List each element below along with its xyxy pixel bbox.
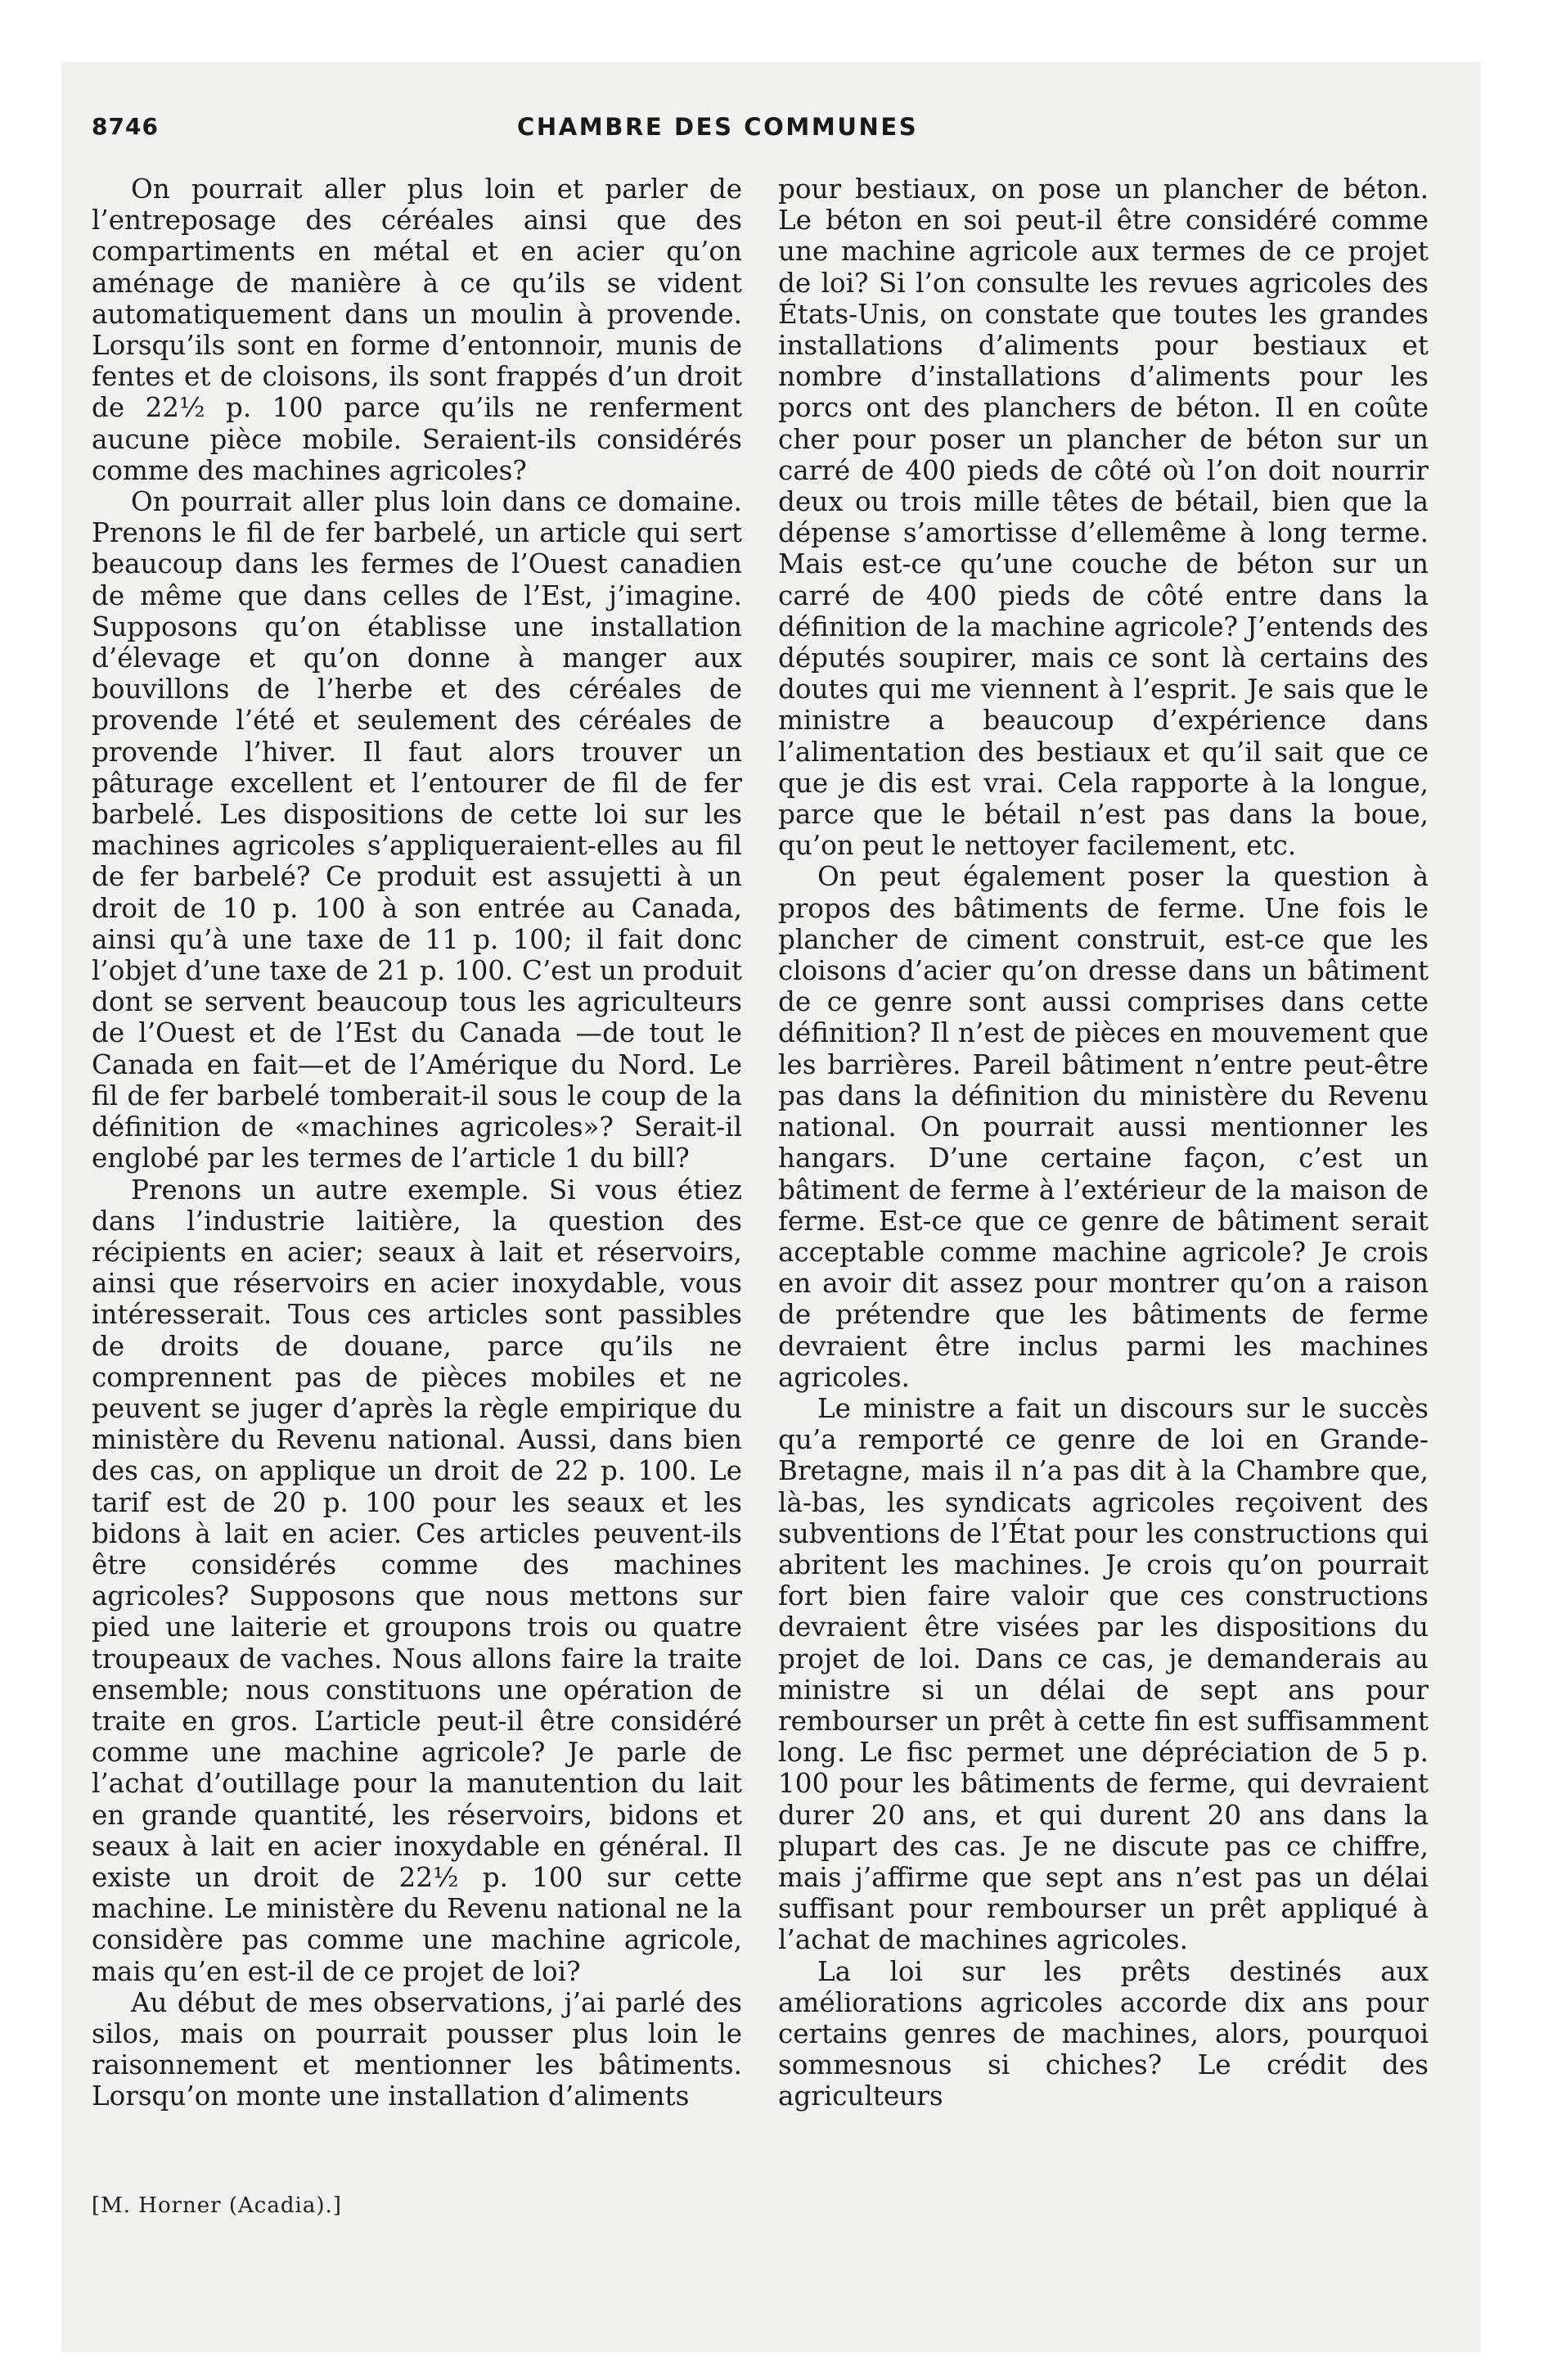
- left-column: [92, 174, 742, 2112]
- paragraph: Le ministre a fait un discours sur le succès qu’a remporté ce genre de loi en Grande-Bretagne, mais il n’a pas dit à la Chambre que, là-bas, les syndicats agricoles reçoivent des subventions de l’État pour les constructions qui abritent les machines. Je crois qu’on pourrait fort bien faire valoir que ces constructions devraient être visées par les dispositions du projet de loi. Dans ce cas, je demanderais au ministre si un délai de sept ans pour rembourser un prêt à cette fin est suffisamment long. Le fisc permet une dépréciation de 5 p. 100 pour les bâtiments de ferme, qui devraient durer 20 ans, et qui durent 20 ans dans la plupart des cas. Je ne discute pas ce chiffre, mais j’affirme que sept ans n’est pas un délai suffisant pour rembourser un prêt appliqué à l’achat de machines agricoles.: [778, 1392, 1429, 1956]
- paragraph: On pourrait aller plus loin dans ce domaine. Prenons le fil de fer barbelé, un article qui sert beaucoup dans les fermes de l’Ouest canadien de même que dans celles de l’Est, j’imagine. Supposons qu’on établisse une installation d’élevage et qu’on donne à manger aux bouvillons de l’herbe et des céréales de provende l’été et seulement des céréales de provende l’hiver. Il faut alors trouver un pâturage excellent et l’entourer de fil de fer barbelé. Les dispositions de cette loi sur les machines agricoles s’appliqueraient-elles au fil de fer barbelé? Ce produit est assujetti à un droit de 10 p. 100 à son entrée au Canada, ainsi qu’à une taxe de 11 p. 100; il fait donc l’objet d’une taxe de 21 p. 100. C’est un produit dont se servent beaucoup tous les agriculteurs de l’Ouest et de l’Est du Canada —de tout le Canada en fait—et de l’Amérique du Nord. Le fil de fer barbelé tomberait-il sous le coup de la définition de «machines agricoles»? Serait-il englobé par les termes de l’article 1 du bill?: [92, 486, 742, 1174]
- speaker-footer: [M. Horner (Acadia).]: [92, 2193, 342, 2218]
- paragraph: Au début de mes observations, j’ai parlé des silos, mais on pourrait pousser plus loin le raisonnement et mentionner les bâtiments. Lorsqu’on monte une installation d’aliments: [92, 1986, 742, 2112]
- right-column: [778, 174, 1429, 2112]
- paragraph: Prenons un autre exemple. Si vous étiez dans l’industrie laitière, la question des récipients en acier; seaux à lait et réservoirs, ainsi que réservoirs en acier inoxydable, vous intéresserait. Tous ces articles sont passibles de droits de douane, parce qu’ils ne comprennent pas de pièces mobiles et ne peuvent se juger d’après la règle empirique du ministère du Revenu national. Aussi, dans bien des cas, on applique un droit de 22 p. 100. Le tarif est de 20 p. 100 pour les seaux et les bidons à lait en acier. Ces articles peuvent-ils être considérés comme des machines agricoles? Supposons que nous mettons sur pied une laiterie et groupons trois ou quatre troupeaux de vaches. Nous allons faire la traite ensemble; nous constituons une opération de traite en gros. L’article peut-il être considéré comme une machine agricole? Je parle de l’achat d’outillage pour la manutention du lait en grande quantité, les réservoirs, bidons et seaux à lait en acier inoxydable en général. Il existe un droit de 22½ p. 100 sur cette machine. Le ministère du Revenu national ne la considère pas comme une machine agricole, mais qu’en est-il de ce projet de loi?: [92, 1174, 742, 1987]
- running-head: CHAMBRE DES COMMUNES: [517, 113, 919, 141]
- paragraph: On peut également poser la question à propos des bâtiments de ferme. Une fois le plancher de ciment construit, est-ce que les cloisons d’acier qu’on dresse dans un bâtiment de ce genre sont aussi comprises dans cette définition? Il n’est de pièces en mouvement que les barrières. Pareil bâtiment n’entre peut-être pas dans la définition du ministère du Revenu national. On pourrait aussi mentionner les hangars. D’une certaine façon, c’est un bâtiment de ferme à l’extérieur de la maison de ferme. Est-ce que ce genre de bâtiment serait acceptable comme machine agricole? Je crois en avoir dit assez pour montrer qu’on a raison de prétendre que les bâtiments de ferme devraient être inclus parmi les machines agricoles.: [778, 861, 1429, 1393]
- page-number: 8746: [92, 113, 159, 140]
- paragraph: On pourrait aller plus loin et parler de l’entreposage des céréales ainsi que des compartiments en métal et en acier qu’on aménage de manière à ce qu’ils se vident automatiquement dans un moulin à provende. Lorsqu’ils sont en forme d’entonnoir, munis de fentes et de cloisons, ils sont frappés d’un droit de 22½ p. 100 parce qu’ils ne renferment aucune pièce mobile. Seraient-ils considérés comme des machines agricoles?: [92, 174, 742, 486]
- page-header: [92, 106, 983, 156]
- paragraph-continued: pour bestiaux, on pose un plancher de béton. Le béton en soi peut-il être considéré comme une machine agricole aux termes de ce projet de loi? Si l’on consulte les revues agricoles des États-Unis, on constate que toutes les grandes installations d’aliments pour bestiaux et nombre d’installations d’aliments pour les porcs ont des planchers de béton. Il en coûte cher pour poser un plancher de béton sur un carré de 400 pieds de côté où l’on doit nourrir deux ou trois mille têtes de bétail, bien que la dépense s’amortisse d’ellemême à long terme. Mais est-ce qu’une couche de béton sur un carré de 400 pieds de côté entre dans la définition de la machine agricole? J’entends des députés soupirer, mais ce sont là certains des doutes qui me viennent à l’esprit. Je sais que le ministre a beaucoup d’expérience dans l’alimentation des bestiaux et qu’il sait que ce que je dis est vrai. Cela rapporte à la longue, parce que le bétail n’est pas dans la boue, qu’on peut le nettoyer facilement, etc.: [778, 174, 1429, 862]
- paragraph: La loi sur les prêts destinés aux améliorations agricoles accorde dix ans pour certains genres de machines, alors, pourquoi sommesnous si chiches? Le crédit des agriculteurs: [778, 1955, 1429, 2112]
